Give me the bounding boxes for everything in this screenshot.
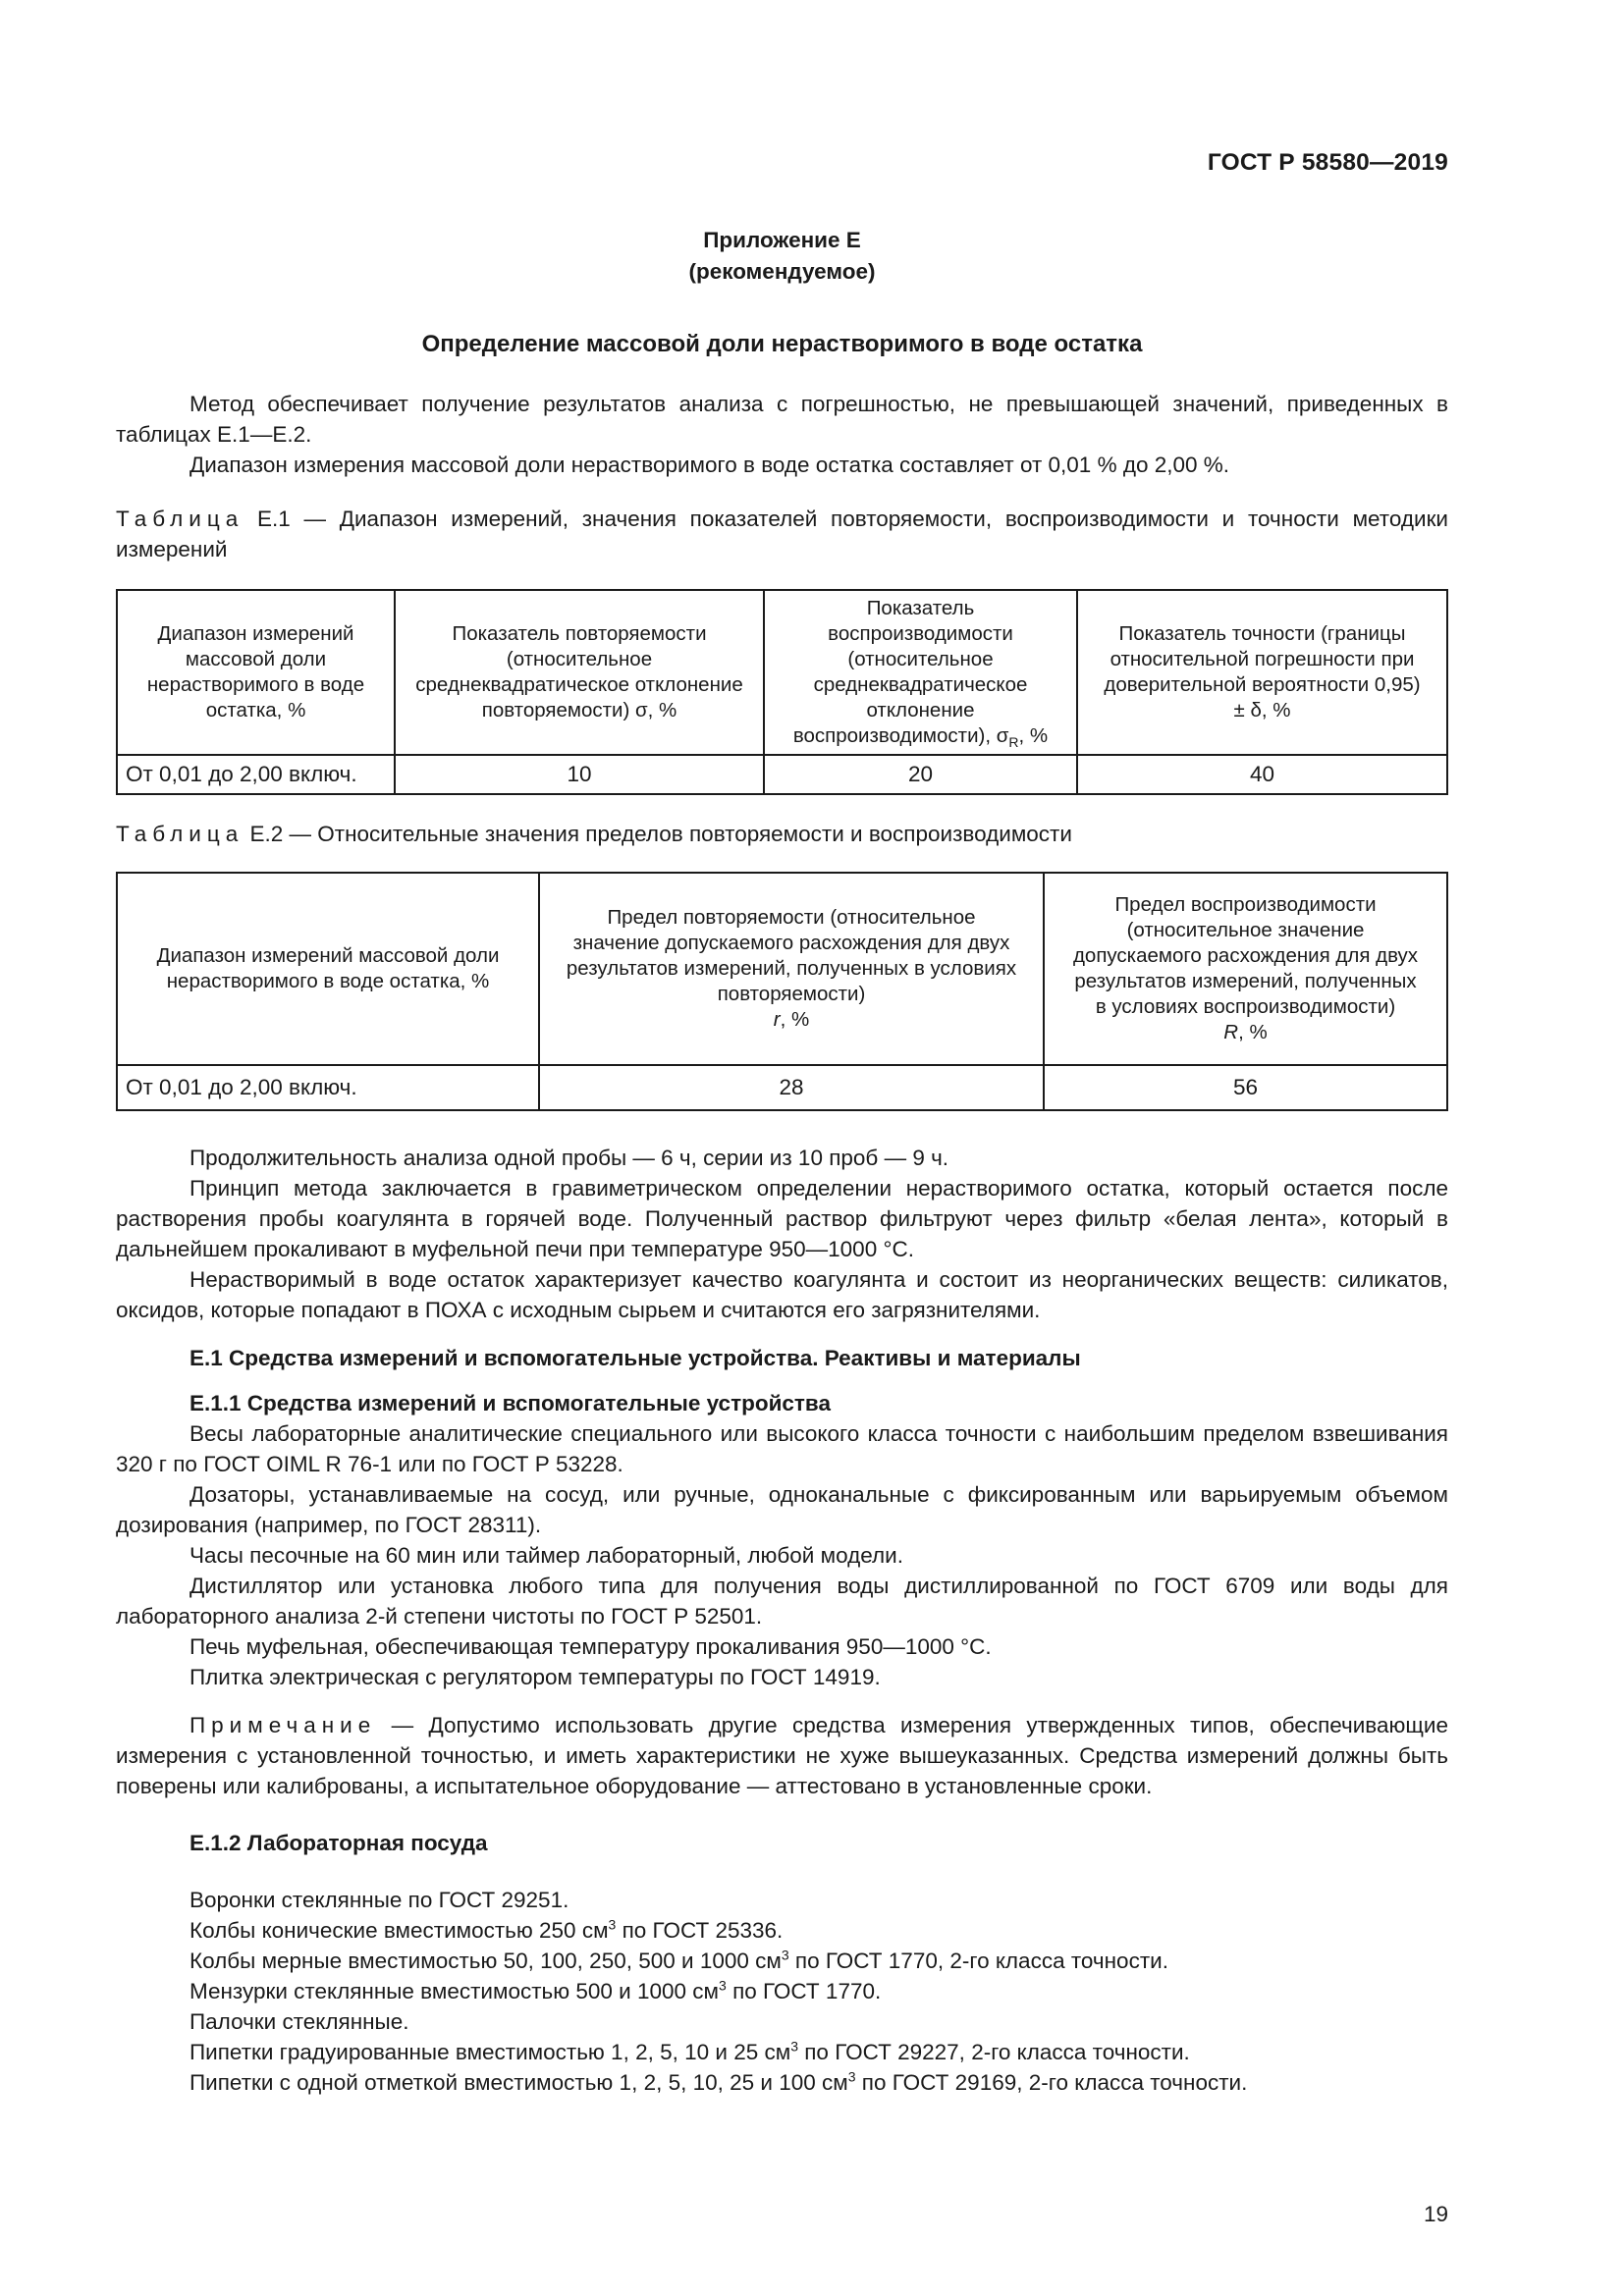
table1-cell: 20 (764, 755, 1077, 794)
table2-cell: От 0,01 до 2,00 включ. (117, 1065, 539, 1110)
table2-header-cell: Предел воспроизводимости (относительное значение допускаемого расхождения для двух результатов измерений, полученных в условиях воспроизводимости) R, % (1044, 873, 1447, 1065)
list-item: Палочки стеклянные. (189, 2009, 409, 2034)
table1-header-cell: Показатель воспроизводимости (относительное среднеквадратическое отклонение воспроизводимости), $\sigma_R$, % (764, 590, 1077, 755)
table2-header-cell: Предел повторяемости (относительное значение допускаемого расхождения для двух результатов измерений, полученных в условиях повторяемости) r, % (539, 873, 1044, 1065)
note-label: Примечание (189, 1713, 377, 1737)
section-e11-heading: Е.1.1 Средства измерений и вспомогательные устройства (189, 1391, 831, 1415)
range-paragraph: Диапазон измерения массовой доли нерастворимого в воде остатка составляет от 0,01 % до 2,00 %. (189, 453, 1230, 477)
duration-paragraph: Продолжительность анализа одной пробы — 6 ч, серии из 10 проб — 9 ч. (189, 1146, 949, 1170)
table-row (117, 1065, 1447, 1110)
list-item: Дистиллятор или установка любого типа для получения воды дистиллированной по ГОСТ 6709 или воды для лабораторного анализа 2-й степени чистоты по ГОСТ Р 52501. (116, 1574, 1448, 1629)
list-item: Колбы мерные вместимостью 50, 100, 250, 500 и 1000 $см^3$ по ГОСТ 1770, 2-го класса точности. (189, 1947, 1168, 1973)
table1-caption-text: Е.1 — Диапазон измерений, значения показателей повторяемости, воспроизводимости и точности методики измерений (116, 507, 1448, 561)
table2-cell: 56 (1044, 1065, 1447, 1110)
principle-paragraph: Принцип метода заключается в гравиметрическом определении нерастворимого остатка, который остается после растворения пробы коагулянта в горячей воде. Полученный раствор фильтруют через фильтр «белая лента», который в дальнейшем прокаливают в муфельной печи при температуре 950—1000 °С. (116, 1176, 1448, 1261)
table1-header-cell: Показатель точности (границы относительной погрешности при доверительной вероятности 0,95) ± δ, % (1077, 590, 1447, 755)
list-item: Печь муфельная, обеспечивающая температуру прокаливания 950—1000 °С. (189, 1634, 992, 1659)
table1-cell: 10 (395, 755, 764, 794)
table2-header-cell: Диапазон измерений массовой доли нерастворимого в воде остатка, % (117, 873, 539, 1065)
table1-cell: От 0,01 до 2,00 включ. (117, 755, 395, 794)
document-page (116, 0, 1448, 2296)
list-item: Плитка электрическая с регулятором температуры по ГОСТ 14919. (189, 1665, 881, 1689)
list-item: Пипетки градуированные вместимостью 1, 2, 5, 10 и 25 $см^3$ по ГОСТ 29227, 2-го класса точности. (189, 2038, 1190, 2064)
annex-heading: Определение массовой доли нерастворимого в воде остатка (421, 331, 1143, 357)
intro-paragraph: Метод обеспечивает получение результатов анализа с погрешностью, не превышающей значений, приведенных в таблицах Е.1—Е.2. (116, 392, 1448, 447)
list-item: Часы песочные на 60 мин или таймер лабораторный, любой модели. (189, 1543, 903, 1568)
table2-caption-text: Е.2 — Относительные значения пределов повторяемости и воспроизводимости (244, 822, 1072, 846)
section-e12-heading: Е.1.2 Лабораторная посуда (189, 1831, 488, 1855)
table1-caption (116, 504, 1448, 564)
table2-caption (116, 819, 1448, 849)
annex-title: Приложение Е (703, 228, 861, 252)
list-item: Дозаторы, устанавливаемые на сосуд, или ручные, одноканальные с фиксированным или варьируемым объемом дозирования (например, по ГОСТ 28311). (116, 1482, 1448, 1537)
list-item: Колбы конические вместимостью 250 $см^3$ по ГОСТ 25336. (189, 1916, 784, 1943)
table-e2 (116, 872, 1448, 1111)
list-item: Воронки стеклянные по ГОСТ 29251. (189, 1888, 569, 1912)
table2-cell: 28 (539, 1065, 1044, 1110)
list-item: Весы лабораторные аналитические специального или высокого класса точности с наибольшим пределом взвешивания 320 г по ГОСТ OIML R 76-1 или по ГОСТ Р 53228. (116, 1421, 1448, 1476)
table-e1 (116, 589, 1448, 795)
table-row (117, 755, 1447, 794)
table2-header-row (117, 873, 1447, 1065)
note-text: — Допустимо использовать другие средства измерения утвержденных типов, обеспечивающие измерения с установленной точностью, и иметь характеристики не хуже вышеуказанных. Средства измерений должны быть поверены или калиброваны, а испытательное оборудование — аттестовано в установленные сроки. (116, 1713, 1448, 1798)
table1-header-cell: Показатель повторяемости (относительное среднеквадратическое отклонение повторяемости) σ, % (395, 590, 764, 755)
list-item: Мензурки стеклянные вместимостью 500 и 1000 $см^3$ по ГОСТ 1770. (189, 1977, 882, 2003)
table1-cell: 40 (1077, 755, 1447, 794)
table2-label: Таблица (116, 822, 244, 846)
table1-label: Таблица (116, 507, 244, 531)
annex-status: (рекомендуемое) (688, 259, 876, 284)
list-item: Пипетки с одной отметкой вместимостью 1, 2, 5, 10, 25 и 100 $см^3$ по ГОСТ 29169, 2-го класса точности. (189, 2068, 1248, 2095)
residue-paragraph: Нерастворимый в воде остаток характеризует качество коагулянта и состоит из неорганических веществ: силикатов, оксидов, которые попадают в ПОХА с исходным сырьем и считаются его загрязнителями. (116, 1267, 1448, 1322)
section-e1-heading: Е.1 Средства измерений и вспомогательные устройства. Реактивы и материалы (189, 1346, 1081, 1370)
document-number: ГОСТ Р 58580—2019 (1207, 149, 1448, 176)
table1-header-row (117, 590, 1447, 755)
table1-header-cell: Диапазон измерений массовой доли нерастворимого в воде остатка, % (117, 590, 395, 755)
note (116, 1710, 1448, 1801)
page-number: 19 (1423, 2202, 1448, 2226)
